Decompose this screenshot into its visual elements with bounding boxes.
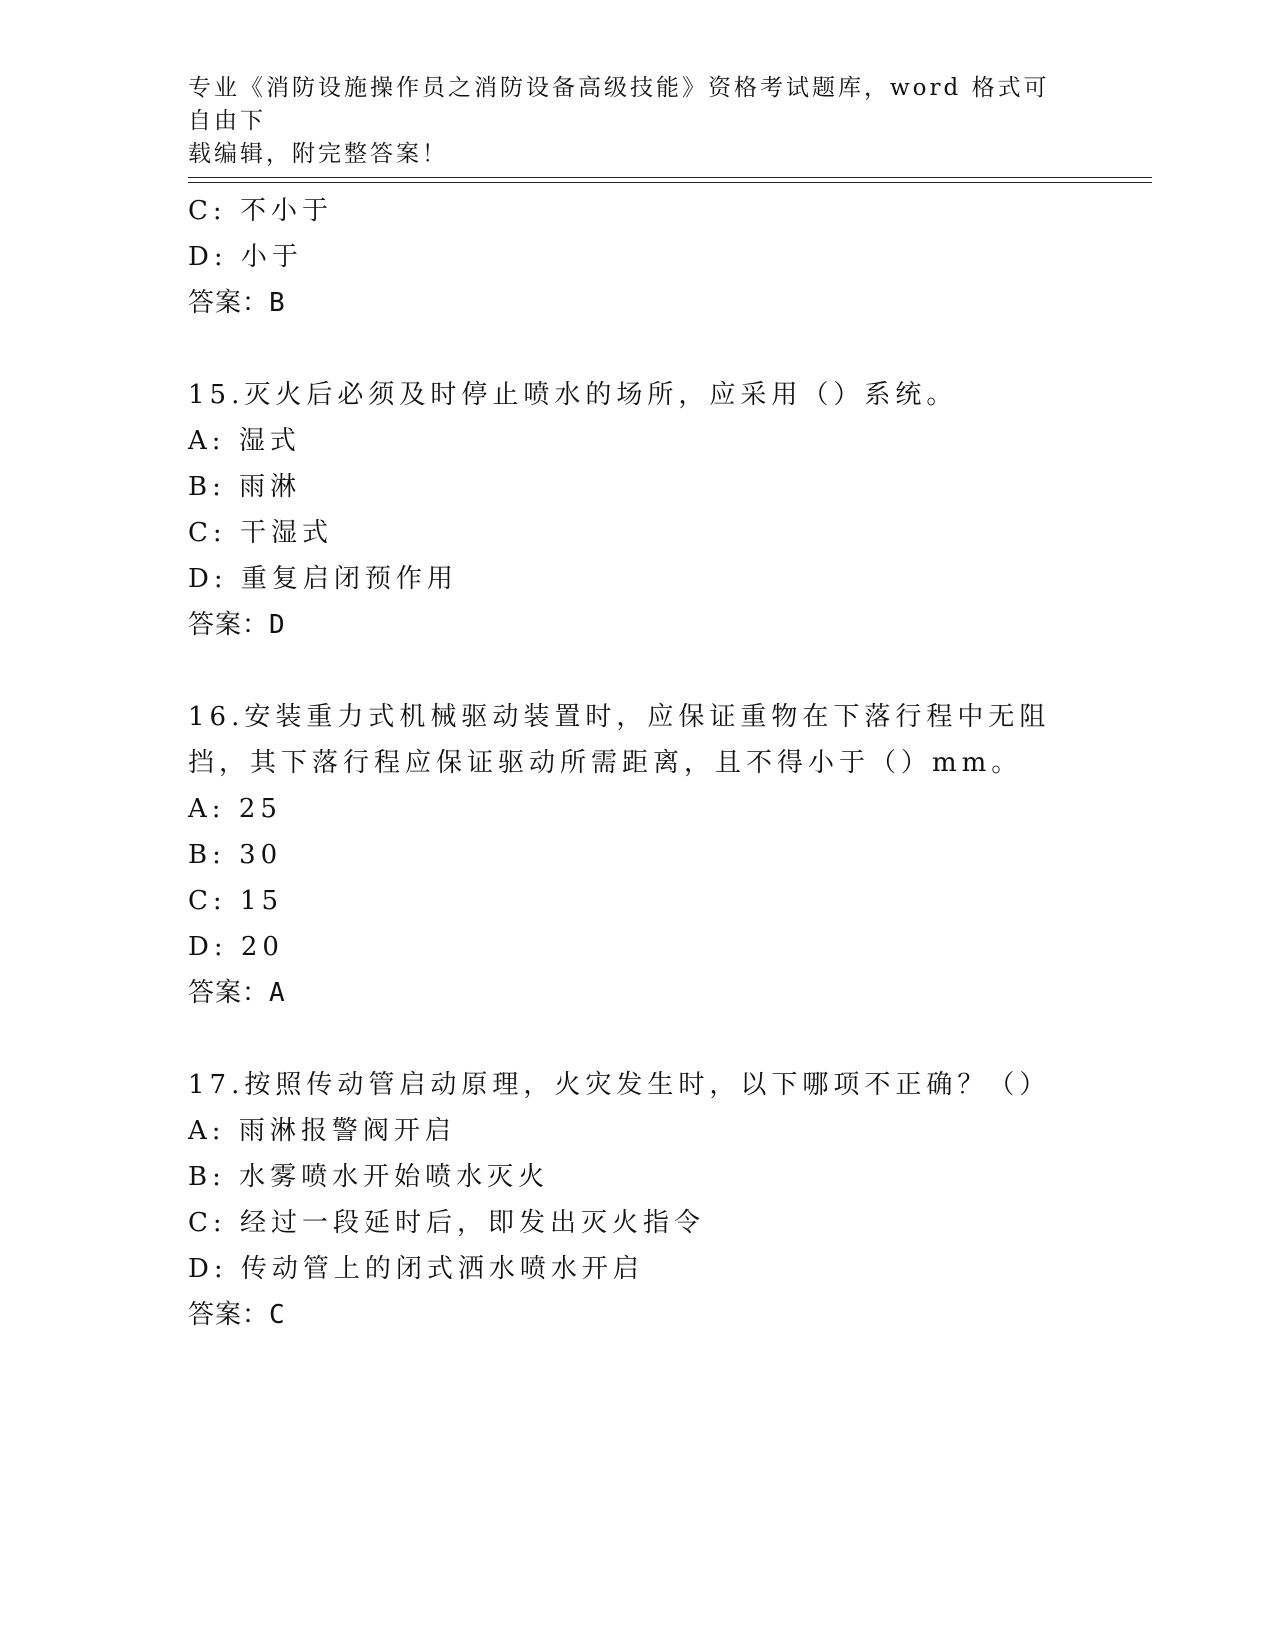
answer-line: 答案：C: [188, 1300, 286, 1330]
option-c: C: 15: [188, 886, 284, 916]
option-a: A: 25: [188, 794, 282, 824]
option-d: D: 20: [188, 932, 284, 962]
option-c: C: 不小于: [188, 196, 333, 226]
question-stem: 17.按照传动管启动原理，火灾发生时，以下哪项不正确？（）: [188, 1070, 1051, 1100]
question-16: [188, 694, 1088, 1016]
option-c: C: 经过一段延时后，即发出灭火指令: [188, 1208, 705, 1238]
header-line-1: 专业《消防设施操作员之消防设备高级技能》资格考试题库，word 格式可自由下: [188, 75, 1050, 134]
option-d: D: 小于: [188, 242, 303, 272]
option-b: B: 30: [188, 840, 283, 870]
document-header: [188, 72, 1068, 171]
question-stem: 16.安装重力式机械驱动装置时，应保证重物在下落行程中无阻挡，其下落行程应保证驱动所需距离，且不得小于（）mm。: [188, 702, 1051, 778]
question-17: [188, 1062, 1088, 1338]
option-d: D: 重复启闭预作用: [188, 564, 458, 594]
answer-line: 答案：B: [188, 288, 286, 318]
option-b: B: 水雾喷水开始喷水灭火: [188, 1162, 550, 1192]
question-15: [188, 372, 1088, 648]
header-line-2: 载编辑，附完整答案！: [188, 141, 448, 167]
answer-line: 答案：A: [188, 978, 286, 1008]
question-list: [188, 188, 1088, 1338]
header-divider-top: [188, 177, 1152, 178]
option-b: B: 雨淋: [188, 472, 302, 502]
option-c: C: 干湿式: [188, 518, 333, 548]
answer-line: 答案：D: [188, 610, 286, 640]
option-d: D: 传动管上的闭式洒水喷水开启: [188, 1254, 644, 1284]
option-a: A: 雨淋报警阀开启: [188, 1116, 456, 1146]
option-a: A: 湿式: [188, 426, 301, 456]
question-stem: 15.灭火后必须及时停止喷水的场所，应采用（）系统。: [188, 380, 958, 410]
header-divider-bottom: [188, 182, 1152, 183]
question-14-tail: [188, 188, 1088, 326]
